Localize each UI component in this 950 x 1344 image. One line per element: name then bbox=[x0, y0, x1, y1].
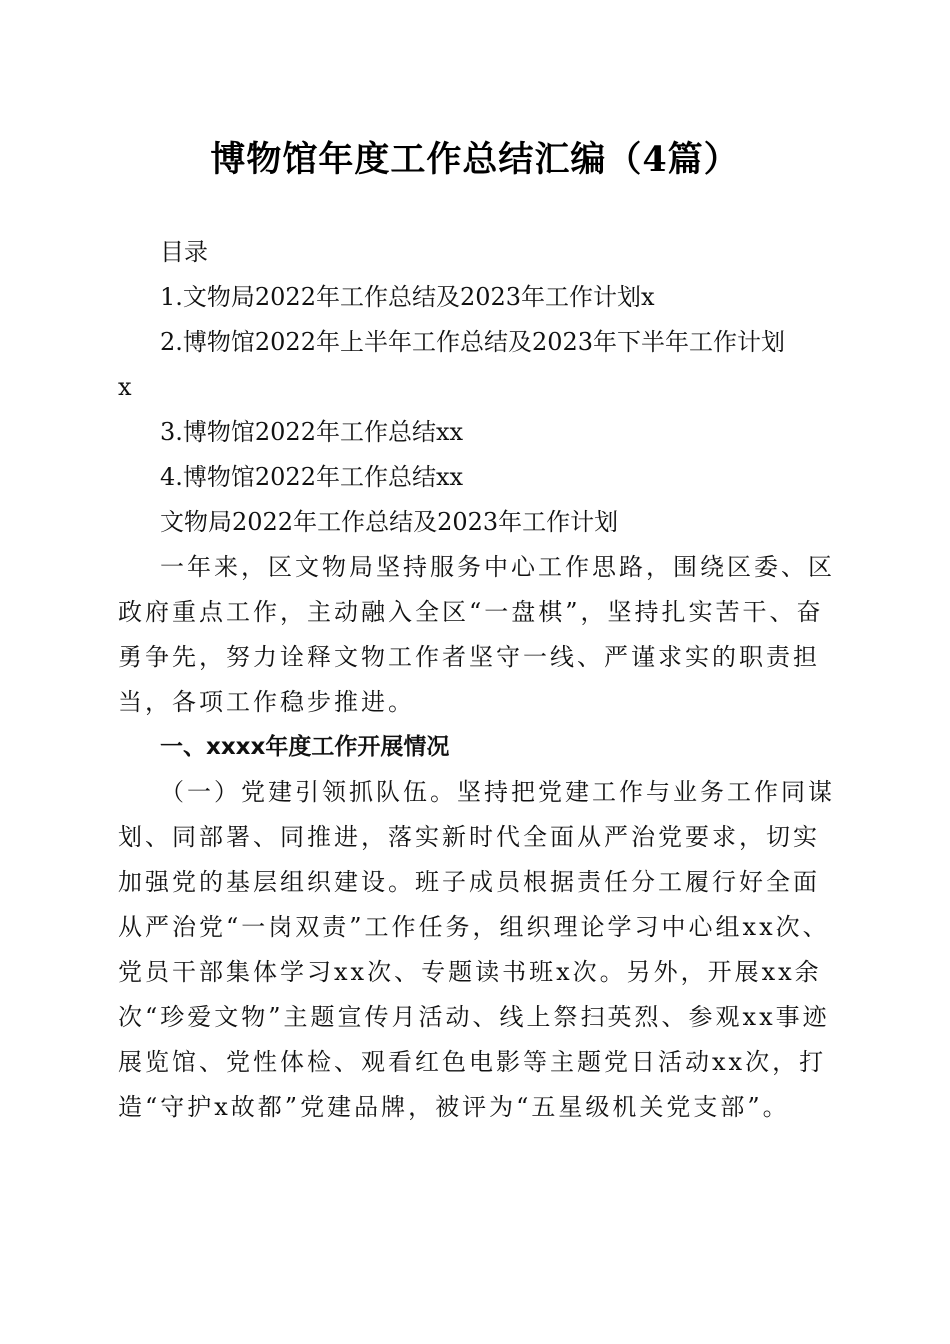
heading-1: 一、xxxx年度工作开展情况 bbox=[160, 734, 450, 760]
toc-item-2: 2.博物馆2022年上半年工作总结及2023年下半年工作计划 bbox=[160, 328, 786, 356]
intro-paragraph: 一年来，区文物局坚持服务中心工作思路，围绕区委、区政府重点工作，主动融入全区“一盘棋”，坚持扎实苦干、奋勇争先，努力诠释文物工作者坚守一线、严谨求实的职责担当，各项工作稳步推进。 bbox=[118, 553, 835, 716]
document-title: 博物馆年度工作总结汇编（4篇） bbox=[210, 139, 740, 180]
toc-item-4: 4.博物馆2022年工作总结xx bbox=[160, 463, 464, 491]
toc-item-3: 3.博物馆2022年工作总结xx bbox=[160, 418, 464, 446]
toc-label: 目录 bbox=[160, 238, 208, 266]
paragraph-1: （一）党建引领抓队伍。坚持把党建工作与业务工作同谋划、同部署、同推进，落实新时代全面从严治党要求，切实加强党的基层组织建设。班子成员根据责任分工履行好全面从严治党“一岗双责”工作任务，组织理论学习中心组xx次、党员干部集体学习xx次、专题读书班x次。另外，开展xx余次“珍爱文物”主题宣传月活动、线上祭扫英烈、参观xx事迹展览馆、党性体检、观看红色电影等主题党日活动xx次，打造“守护x故都”党建品牌，被评为“五星级机关党支部”。 bbox=[118, 778, 835, 1121]
section-title: 文物局2022年工作总结及2023年工作计划 bbox=[160, 508, 619, 536]
toc-item-2-continuation: x bbox=[118, 373, 132, 401]
document-body bbox=[118, 230, 838, 1130]
toc-item-1: 1.文物局2022年工作总结及2023年工作计划x bbox=[160, 283, 655, 311]
